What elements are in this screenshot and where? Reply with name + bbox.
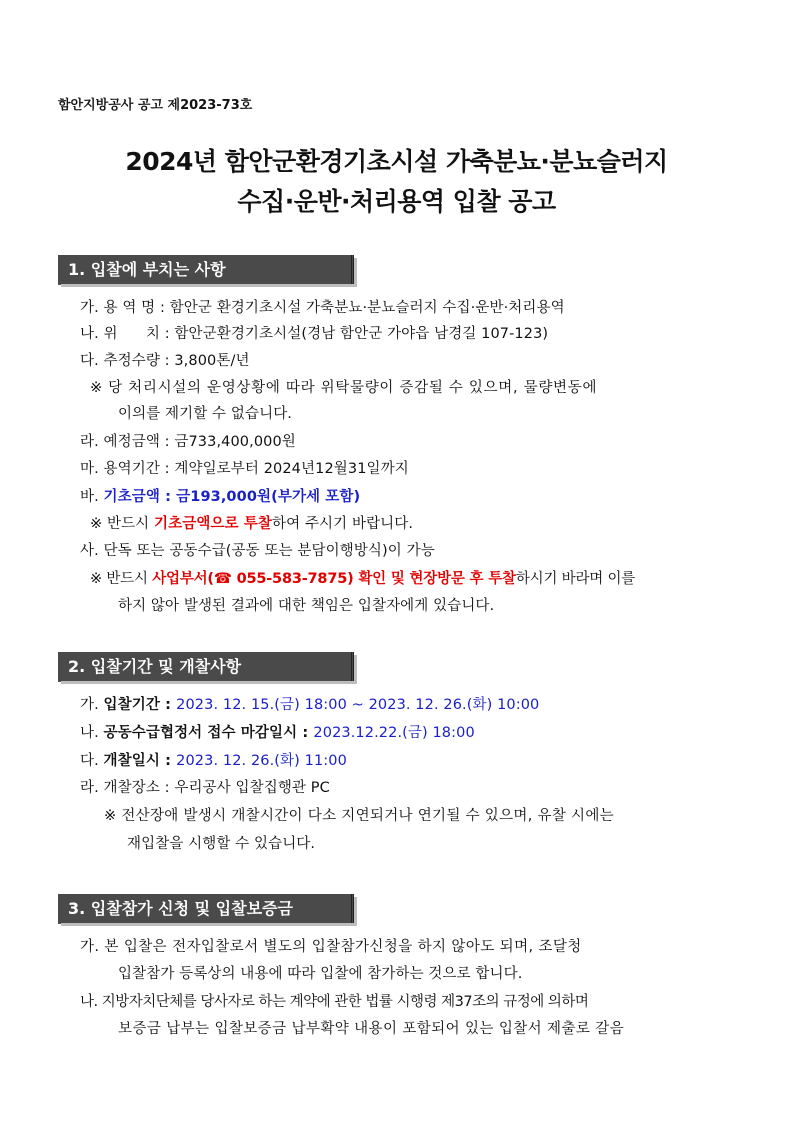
s1-note2-b: 하여 주시기 바랍니다. xyxy=(272,516,414,532)
s2-note-line1: ※ 전산장애 발생시 개찰시간이 다소 지연되거나 연기될 수 있으며, 유찰 시에는 xyxy=(104,808,614,824)
s2-item-a-label: 입찰기간 : xyxy=(103,697,177,713)
section2-underline xyxy=(58,681,354,682)
s2-item-a xyxy=(80,693,539,714)
section1-underline xyxy=(58,284,354,285)
s1-note3-line1 xyxy=(90,567,635,588)
page-title-line2: 수집·운반·처리용역 입찰 공고 xyxy=(237,187,556,216)
s1-note2-a: ※ 반드시 xyxy=(90,516,154,532)
notice-number: 함안지방공사 공고 제2023-73호 xyxy=(58,98,253,113)
s1-item-b: 나. 위 치 : 함안군환경기초시설(경남 함안군 가야읍 남경길 107-123) xyxy=(80,326,549,342)
section3-underline xyxy=(58,923,354,924)
s1-item-g: 사. 단독 또는 공동수급(공동 또는 분담이행방식)이 가능 xyxy=(80,543,435,559)
section1-heading: 1. 입찰에 부치는 사항 xyxy=(58,255,354,284)
s1-note1-line2: 이의를 제기할 수 없습니다. xyxy=(118,406,293,422)
s2-item-b xyxy=(80,721,475,742)
section2-heading: 2. 입찰기간 및 개찰사항 xyxy=(58,652,354,681)
s2-item-c-prefix: 다. xyxy=(80,753,104,769)
page-title-line1: 2024년 함안군환경기초시설 가축분뇨·분뇨슬러지 xyxy=(125,147,668,176)
bid-period-value: 2023. 12. 15.(금) 18:00 ~ 2023. 12. 26.(화) 10:00 xyxy=(176,697,540,713)
opening-datetime-value: 2023. 12. 26.(화) 11:00 xyxy=(176,753,347,769)
s3-item-a-line1: 가. 본 입찰은 전자입찰로서 별도의 입찰참가신청을 하지 않아도 되며, 조달청 xyxy=(80,939,582,955)
s1-note3-b: 하시기 바라며 이를 xyxy=(515,571,636,587)
s1-note2-emphasis: 기초금액으로 투찰 xyxy=(154,516,273,532)
s2-item-b-prefix: 나. xyxy=(80,725,104,741)
s1-note3-a: ※ 반드시 xyxy=(90,571,153,587)
s3-item-a-line2: 입찰참가 등록상의 내용에 따라 입찰에 참가하는 것으로 합니다. xyxy=(118,966,523,982)
agreement-deadline-value: 2023.12.22.(금) 18:00 xyxy=(313,725,475,741)
s3-item-b-line1: 나. 지방자치단체를 당사자로 하는 계약에 관한 법률 시행령 제37조의 규정에 의하며 xyxy=(80,994,589,1010)
s3-item-b-line2: 보증금 납부는 입찰보증금 납부확약 내용이 포함되어 있는 입찰서 제출로 갈음 xyxy=(118,1021,625,1037)
s2-item-d: 라. 개찰장소 : 우리공사 입찰집행관 PC xyxy=(80,780,330,796)
s2-note-line2: 재입찰을 시행할 수 있습니다. xyxy=(127,836,316,852)
section3-heading: 3. 입찰참가 신청 및 입찰보증금 xyxy=(58,894,354,923)
s1-item-e: 마. 용역기간 : 계약일로부터 2024년12월31일까지 xyxy=(80,461,409,477)
s1-item-f xyxy=(80,485,360,506)
s1-note3-line2: 하지 않아 발생된 결과에 대한 책임은 입찰자에게 있습니다. xyxy=(118,598,495,614)
s1-note2 xyxy=(90,512,413,533)
s2-item-a-prefix: 가. xyxy=(80,697,104,713)
s1-note3-emphasis: 사업부서(☎ 055-583-7875) 확인 및 현장방문 후 투찰 xyxy=(152,571,516,587)
s1-item-a: 가. 용 역 명 : 함안군 환경기초시설 가축분뇨·분뇨슬러지 수집·운반·처리용역 xyxy=(80,300,565,316)
s1-note1-line1: ※ 당 처리시설의 운영상황에 따라 위탁물량이 증감될 수 있으며, 물량변동에 xyxy=(90,380,598,396)
s1-item-f-prefix: 바. xyxy=(80,489,104,505)
s1-item-d: 라. 예정금액 : 금733,400,000원 xyxy=(80,434,296,450)
s2-item-b-label: 공동수급협정서 접수 마감일시 : xyxy=(103,725,314,741)
s1-item-c: 다. 추정수량 : 3,800톤/년 xyxy=(80,353,250,369)
base-amount-text: 기초금액 : 금193,000원(부가세 포함) xyxy=(103,489,361,505)
s2-item-c-label: 개찰일시 : xyxy=(103,753,177,769)
s2-item-c xyxy=(80,749,347,770)
